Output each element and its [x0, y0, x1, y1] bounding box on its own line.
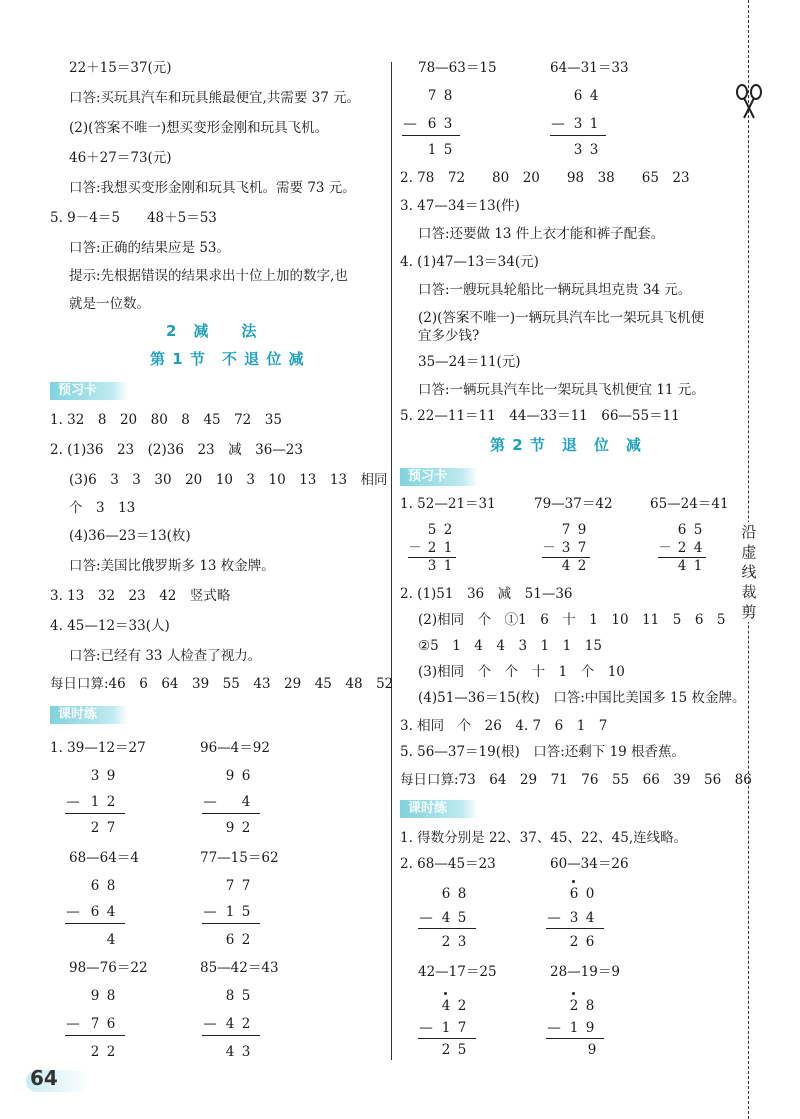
- minus-sign: —: [547, 910, 561, 926]
- equation: 60—34＝26: [550, 856, 629, 872]
- text-line: 5. 22—11＝11 44—33＝11 66—55＝11: [400, 408, 680, 424]
- side-cut-label: 沿虚线裁剪: [741, 523, 757, 621]
- calc-rule: [418, 1038, 476, 1039]
- digit: 6: [677, 522, 687, 538]
- digit: 5: [241, 904, 251, 920]
- minus-sign: —: [66, 904, 80, 920]
- minus-sign: —: [419, 1020, 433, 1036]
- text-line: 口答:正确的结果应是 53。: [69, 240, 231, 256]
- digit: 2: [457, 998, 467, 1014]
- equation: 78—63＝15: [418, 60, 497, 76]
- digit: 9: [225, 820, 235, 836]
- calc-rule: [202, 1035, 260, 1036]
- text-line: 4. (1)47—13＝34(元): [400, 254, 539, 270]
- digit: 1: [693, 558, 703, 574]
- digit: 4: [241, 794, 251, 810]
- minus-sign: —: [547, 1020, 561, 1036]
- borrow-dot: [444, 992, 447, 995]
- equation: 28—19＝9: [550, 964, 620, 980]
- digit: 9: [90, 988, 100, 1004]
- text-line: 3. 47—34＝13(件): [400, 198, 520, 214]
- minus-sign: —: [419, 910, 433, 926]
- section-title: 第 2 节 退 位 减: [490, 436, 642, 454]
- text-line: (2)相同 个 ①1 6 十 1 10 11 5 6 5: [418, 612, 726, 628]
- digit: 6: [225, 932, 235, 948]
- digit: 3: [561, 540, 571, 556]
- digit: 1: [589, 116, 599, 132]
- digit: 2: [569, 998, 579, 1014]
- equation: 1. 52—21＝31: [400, 496, 496, 512]
- text-line: 46＋27＝73(元): [69, 150, 172, 166]
- text-line: 口答:我想买变形金刚和玩具飞机。需要 73 元。: [69, 180, 356, 196]
- digit: 0: [585, 886, 595, 902]
- minus-sign: —: [203, 1016, 217, 1032]
- digit: 2: [106, 794, 116, 810]
- digit: 5: [427, 522, 437, 538]
- text-line: 5. 56—37＝19(根) 口答:还剩下 19 根香蕉。: [400, 744, 686, 760]
- text-line: 提示:先根据错误的结果求出十位上加的数字,也: [69, 268, 348, 284]
- text-line: 口答:还要做 13 件上衣才能和裤子配套。: [418, 226, 665, 242]
- digit: 6: [90, 878, 100, 894]
- minus-sign: －: [408, 540, 422, 556]
- digit: 1: [443, 540, 453, 556]
- digit: 1: [443, 558, 453, 574]
- digit: 4: [561, 558, 571, 574]
- digit: 2: [106, 1044, 116, 1060]
- minus-sign: —: [203, 904, 217, 920]
- digit: 8: [106, 988, 116, 1004]
- digit: 4: [441, 998, 451, 1014]
- equation: 64—31＝33: [550, 60, 629, 76]
- page-number: 64: [30, 1066, 58, 1090]
- digit: 8: [457, 886, 467, 902]
- text-line: 3. 相同 个 26 4. 7 6 1 7: [400, 718, 608, 734]
- digit: 3: [589, 142, 599, 158]
- digit: 5: [241, 988, 251, 1004]
- text-line: 4. 45—12＝33(人): [50, 618, 170, 634]
- text-line: (4)36—23＝13(枚): [69, 528, 191, 544]
- text-line: 口答:美国比俄罗斯多 13 枚金牌。: [69, 558, 275, 574]
- digit: 3: [427, 558, 437, 574]
- column-divider: [391, 62, 392, 1060]
- borrow-dot: [572, 880, 575, 883]
- text-line: 口答:一艘玩具轮船比一辆玩具坦克贵 34 元。: [418, 282, 692, 298]
- digit: 3: [573, 142, 583, 158]
- digit: 6: [241, 768, 251, 784]
- digit: 1: [569, 1020, 579, 1036]
- digit: 6: [106, 1016, 116, 1032]
- text-line: 2. (1)36 23 (2)36 23 减 36—23: [50, 442, 303, 458]
- digit: 8: [443, 88, 453, 104]
- digit: 2: [241, 1016, 251, 1032]
- digit: 4: [677, 558, 687, 574]
- calc-rule: [546, 928, 604, 929]
- digit: 3: [90, 768, 100, 784]
- equation: 85—42＝43: [200, 960, 279, 976]
- digit: 4: [106, 904, 116, 920]
- digit: 7: [457, 1020, 467, 1036]
- digit: 3: [443, 116, 453, 132]
- text-line: 口答:买玩具汽车和玩具熊最便宜,共需要 37 元。: [69, 90, 361, 106]
- digit: 8: [106, 878, 116, 894]
- digit: 1: [90, 794, 100, 810]
- text-line: 宜多少钱?: [418, 328, 480, 344]
- digit: 3: [569, 910, 579, 926]
- digit: 6: [573, 88, 583, 104]
- digit: 4: [693, 540, 703, 556]
- equation: 79—37＝42: [534, 496, 613, 512]
- section-title: 第 1 节 不 退 位 减: [150, 350, 305, 368]
- text-line: (2)(答案不唯一)一辆玩具汽车比一架玩具飞机便: [418, 310, 705, 326]
- digit: 4: [106, 932, 116, 948]
- scissors-icon: [734, 84, 764, 120]
- text-line: 35—24＝11(元): [418, 354, 521, 370]
- digit: 7: [427, 88, 437, 104]
- minus-sign: —: [551, 116, 565, 132]
- minus-sign: －: [542, 540, 556, 556]
- digit: 2: [441, 934, 451, 950]
- daily-mental-math: 每日口算:73 64 29 71 76 55 66 39 56 86: [400, 772, 752, 788]
- text-line: (3)相同 个 个 十 1 个 10: [418, 664, 625, 680]
- minus-sign: —: [203, 794, 217, 810]
- preview-card-badge: 预习卡: [50, 382, 128, 400]
- digit: 2: [241, 820, 251, 836]
- equation: 96—4＝92: [200, 740, 270, 756]
- digit: 7: [90, 1016, 100, 1032]
- equation: 42—17＝25: [418, 964, 497, 980]
- text-line: 2. 78 72 80 20 98 38 65 23: [400, 170, 690, 186]
- digit: 3: [573, 116, 583, 132]
- text-line: 就是一位数。: [69, 296, 150, 312]
- calc-rule: [550, 135, 606, 136]
- text-line: 3. 13 32 23 42 竖式略: [50, 588, 231, 604]
- text-line: (4)51—36＝15(枚) 口答:中国比美国多 15 枚金牌。: [418, 690, 746, 706]
- calc-rule: [202, 813, 260, 814]
- digit: 5: [457, 1042, 467, 1058]
- text-line: (2)(答案不唯一)想买变形金刚和玩具飞机。: [69, 120, 329, 136]
- minus-sign: —: [403, 116, 417, 132]
- digit: 6: [90, 904, 100, 920]
- digit: 4: [225, 1044, 235, 1060]
- digit: 7: [106, 820, 116, 836]
- text-line: 5. 9－4＝5 48＋5＝53: [50, 210, 217, 226]
- text-line: ②5 1 4 4 3 1 1 15: [418, 638, 602, 654]
- digit: 7: [561, 522, 571, 538]
- digit: 9: [585, 1020, 595, 1036]
- text-line: (3)6 3 3 30 20 10 3 10 13 13 相同: [69, 472, 388, 488]
- equation: 65—24＝41: [650, 496, 729, 512]
- equation: 68—64＝4: [69, 850, 139, 866]
- digit: 2: [569, 934, 579, 950]
- digit: 8: [225, 988, 235, 1004]
- digit: 4: [589, 88, 599, 104]
- digit: 2: [443, 522, 453, 538]
- digit: 2: [441, 1042, 451, 1058]
- digit: 7: [577, 540, 587, 556]
- digit: 4: [225, 1016, 235, 1032]
- text-line: 22＋15＝37(元): [69, 60, 172, 76]
- digit: 6: [569, 886, 579, 902]
- text-line: 1. 32 8 20 80 8 45 72 35: [50, 412, 282, 428]
- digit: 2: [90, 1044, 100, 1060]
- calc-rule: [546, 1038, 604, 1039]
- digit: 8: [585, 998, 595, 1014]
- digit: 2: [427, 540, 437, 556]
- equation: 2. 68—45＝23: [400, 856, 496, 872]
- calc-rule: [65, 923, 125, 924]
- digit: 6: [427, 116, 437, 132]
- digit: 1: [427, 142, 437, 158]
- digit: 2: [677, 540, 687, 556]
- digit: 4: [585, 910, 595, 926]
- minus-sign: —: [66, 794, 80, 810]
- calc-rule: [418, 928, 476, 929]
- digit: 9: [577, 522, 587, 538]
- calc-rule: [65, 813, 125, 814]
- digit: 2: [241, 932, 251, 948]
- digit: 3: [457, 934, 467, 950]
- calc-rule: [402, 135, 460, 136]
- equation: 98—76＝22: [69, 960, 148, 976]
- digit: 1: [225, 904, 235, 920]
- text-line: 口答:一辆玩具汽车比一架玩具飞机便宜 11 元。: [418, 382, 705, 398]
- digit: 9: [106, 768, 116, 784]
- preview-card-badge: 预习卡: [400, 468, 478, 486]
- digit: 5: [457, 910, 467, 926]
- digit: 4: [441, 910, 451, 926]
- equation: 77—15＝62: [200, 850, 279, 866]
- calc-rule: [202, 923, 260, 924]
- lesson-practice-badge: 课时练: [50, 706, 128, 724]
- equation: 1. 39—12＝27: [50, 740, 146, 756]
- text-line: 口答:已经有 33 人检查了视力。: [69, 648, 262, 664]
- digit: 9: [587, 1042, 597, 1058]
- digit: 3: [241, 1044, 251, 1060]
- minus-sign: —: [66, 1016, 80, 1032]
- digit: 7: [225, 878, 235, 894]
- digit: 1: [441, 1020, 451, 1036]
- text-line: 2. (1)51 36 减 51—36: [400, 586, 573, 602]
- digit: 6: [585, 934, 595, 950]
- calc-rule: [65, 1035, 125, 1036]
- digit: 2: [577, 558, 587, 574]
- chapter-title: 2 减 法: [166, 322, 258, 340]
- digit: 2: [90, 820, 100, 836]
- digit: 5: [693, 522, 703, 538]
- minus-sign: －: [658, 540, 672, 556]
- digit: 6: [441, 886, 451, 902]
- digit: 9: [225, 768, 235, 784]
- digit: 7: [241, 878, 251, 894]
- text-line: 1. 得数分别是 22、37、45、22、45,连线略。: [400, 830, 688, 846]
- text-line: 个 3 13: [69, 500, 136, 516]
- lesson-practice-badge: 课时练: [400, 800, 478, 818]
- digit: 5: [443, 142, 453, 158]
- borrow-dot: [572, 992, 575, 995]
- daily-mental-math: 每日口算:46 6 64 39 55 43 29 45 48 52: [50, 676, 394, 692]
